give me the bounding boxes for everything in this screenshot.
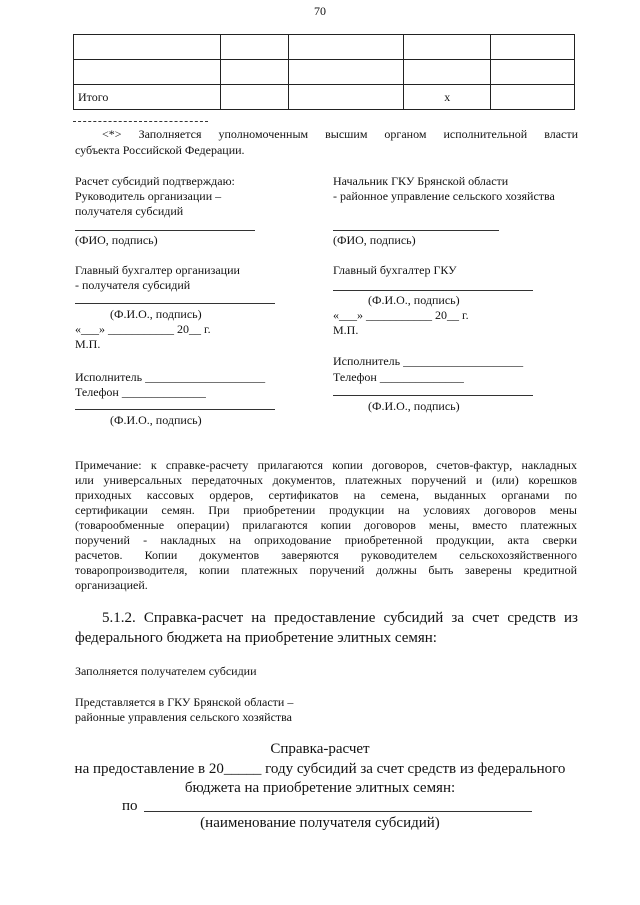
district-office-label: - районное управление сельского хозяйства <box>333 189 555 203</box>
table-cell <box>491 60 575 85</box>
submitted-to-label: Представляется в ГКУ Брянской области – <box>75 695 294 709</box>
note-line: организацией. <box>75 578 148 592</box>
table-cell <box>288 85 404 110</box>
table-row <box>74 35 575 60</box>
gku-accountant-label: Главный бухгалтер ГКУ <box>333 263 457 277</box>
table-cell <box>74 35 221 60</box>
signature-line <box>333 395 533 396</box>
fio-signature-caption: (ФИО, подпись) <box>333 233 416 247</box>
footnote-mark: <*> <box>102 127 122 141</box>
note-line: сертификации семян. При приобретении продукции на условиях договоров мены <box>75 503 577 517</box>
date-line: «___» ___________ 20__ г. <box>333 308 469 322</box>
form-subtitle-cont: бюджета на приобретение элитных семян: <box>184 780 456 796</box>
note-line: (товарообменные операции) прилагаются копии договоров мены, вместо платежных <box>75 518 577 532</box>
chief-accountant-label: Главный бухгалтер организации <box>75 263 240 277</box>
section-heading-cont: федерального бюджета на приобретение элитных семян: <box>75 630 437 646</box>
filled-by-label: Заполняется получателем субсидии <box>75 664 257 678</box>
table-cell <box>404 35 491 60</box>
table-cell <box>220 35 288 60</box>
recipient-name-line <box>144 811 532 812</box>
signature-line <box>333 290 533 291</box>
table-cell <box>288 60 404 85</box>
table-cell <box>491 35 575 60</box>
fio-signature-caption: (Ф.И.О., подпись) <box>368 293 460 307</box>
footnote-line-2: субъекта Российской Федерации. <box>75 143 245 157</box>
footnote-text: Заполняется уполномоченным высшим органом исполнительной власти <box>138 127 579 141</box>
page-number: 70 <box>314 4 326 18</box>
executor-field: Исполнитель ____________________ <box>333 354 524 368</box>
fio-signature-caption: (Ф.И.О., подпись) <box>110 413 202 427</box>
form-subtitle: на предоставление в 20_____ году субсидий за счет средств из федерального <box>74 761 566 777</box>
table-row-total <box>74 85 575 110</box>
note-line: или универсальных передаточных документов, платежных поручений и (или) корешков <box>75 473 577 487</box>
chief-accountant-recipient-label: - получателя субсидий <box>75 278 191 292</box>
table-cell <box>220 85 288 110</box>
po-label: по <box>122 798 138 814</box>
submitted-to-label-cont: районные управления сельского хозяйства <box>75 710 292 724</box>
signature-line <box>75 409 275 410</box>
section-heading: 5.1.2. Справка-расчет на предоставление субсидий за счет средств из <box>102 610 578 626</box>
fio-signature-caption: (ФИО, подпись) <box>75 233 158 247</box>
total-label: Итого <box>74 85 221 110</box>
phone-field: Телефон ______________ <box>333 370 464 384</box>
head-gku-label: Начальник ГКУ Брянской области <box>333 174 509 188</box>
executor-field: Исполнитель ____________________ <box>75 370 266 384</box>
stamp-mark: М.П. <box>75 337 101 351</box>
note-line: Примечание: к справке-расчету прилагаются копии договоров, счетов-фактур, накладных <box>75 458 577 472</box>
table-cell <box>404 60 491 85</box>
signature-line <box>75 303 275 304</box>
confirm-label: Расчет субсидий подтверждаю: <box>75 174 235 188</box>
footnote-separator <box>73 121 208 122</box>
summary-table <box>73 34 575 110</box>
footnote-line-1 <box>102 127 578 141</box>
form-title: Справка-расчет <box>270 741 370 757</box>
table-cell <box>220 60 288 85</box>
signature-line <box>75 230 255 231</box>
head-of-org-label: Руководитель организации – <box>75 189 222 203</box>
note-line: поручений - накладных на оприходование приобретенной продукции, акта сверки <box>75 533 577 547</box>
fio-signature-caption: (Ф.И.О., подпись) <box>368 399 460 413</box>
note-line: расчетов. Копии документов заверяются руководителем сельскохозяйственного <box>75 548 577 562</box>
date-line: «___» ___________ 20__ г. <box>75 322 211 336</box>
table-cell <box>491 85 575 110</box>
note-line: товаропроизводителя, копии платежных поручений должны быть заверены кредитной <box>75 563 577 577</box>
note-paragraph <box>75 458 577 593</box>
fio-signature-caption: (Ф.И.О., подпись) <box>110 307 202 321</box>
recipient-name-caption: (наименование получателя субсидий) <box>200 815 440 831</box>
total-x-mark: x <box>404 85 491 110</box>
table-row <box>74 60 575 85</box>
stamp-mark: М.П. <box>333 323 359 337</box>
recipient-label: получателя субсидий <box>75 204 184 218</box>
signature-line <box>333 230 499 231</box>
table-cell <box>288 35 404 60</box>
table-cell <box>74 60 221 85</box>
phone-field: Телефон ______________ <box>75 385 206 399</box>
note-line: приходных кассовых ордеров, сертификатов на семена, выданных органами по <box>75 488 577 502</box>
